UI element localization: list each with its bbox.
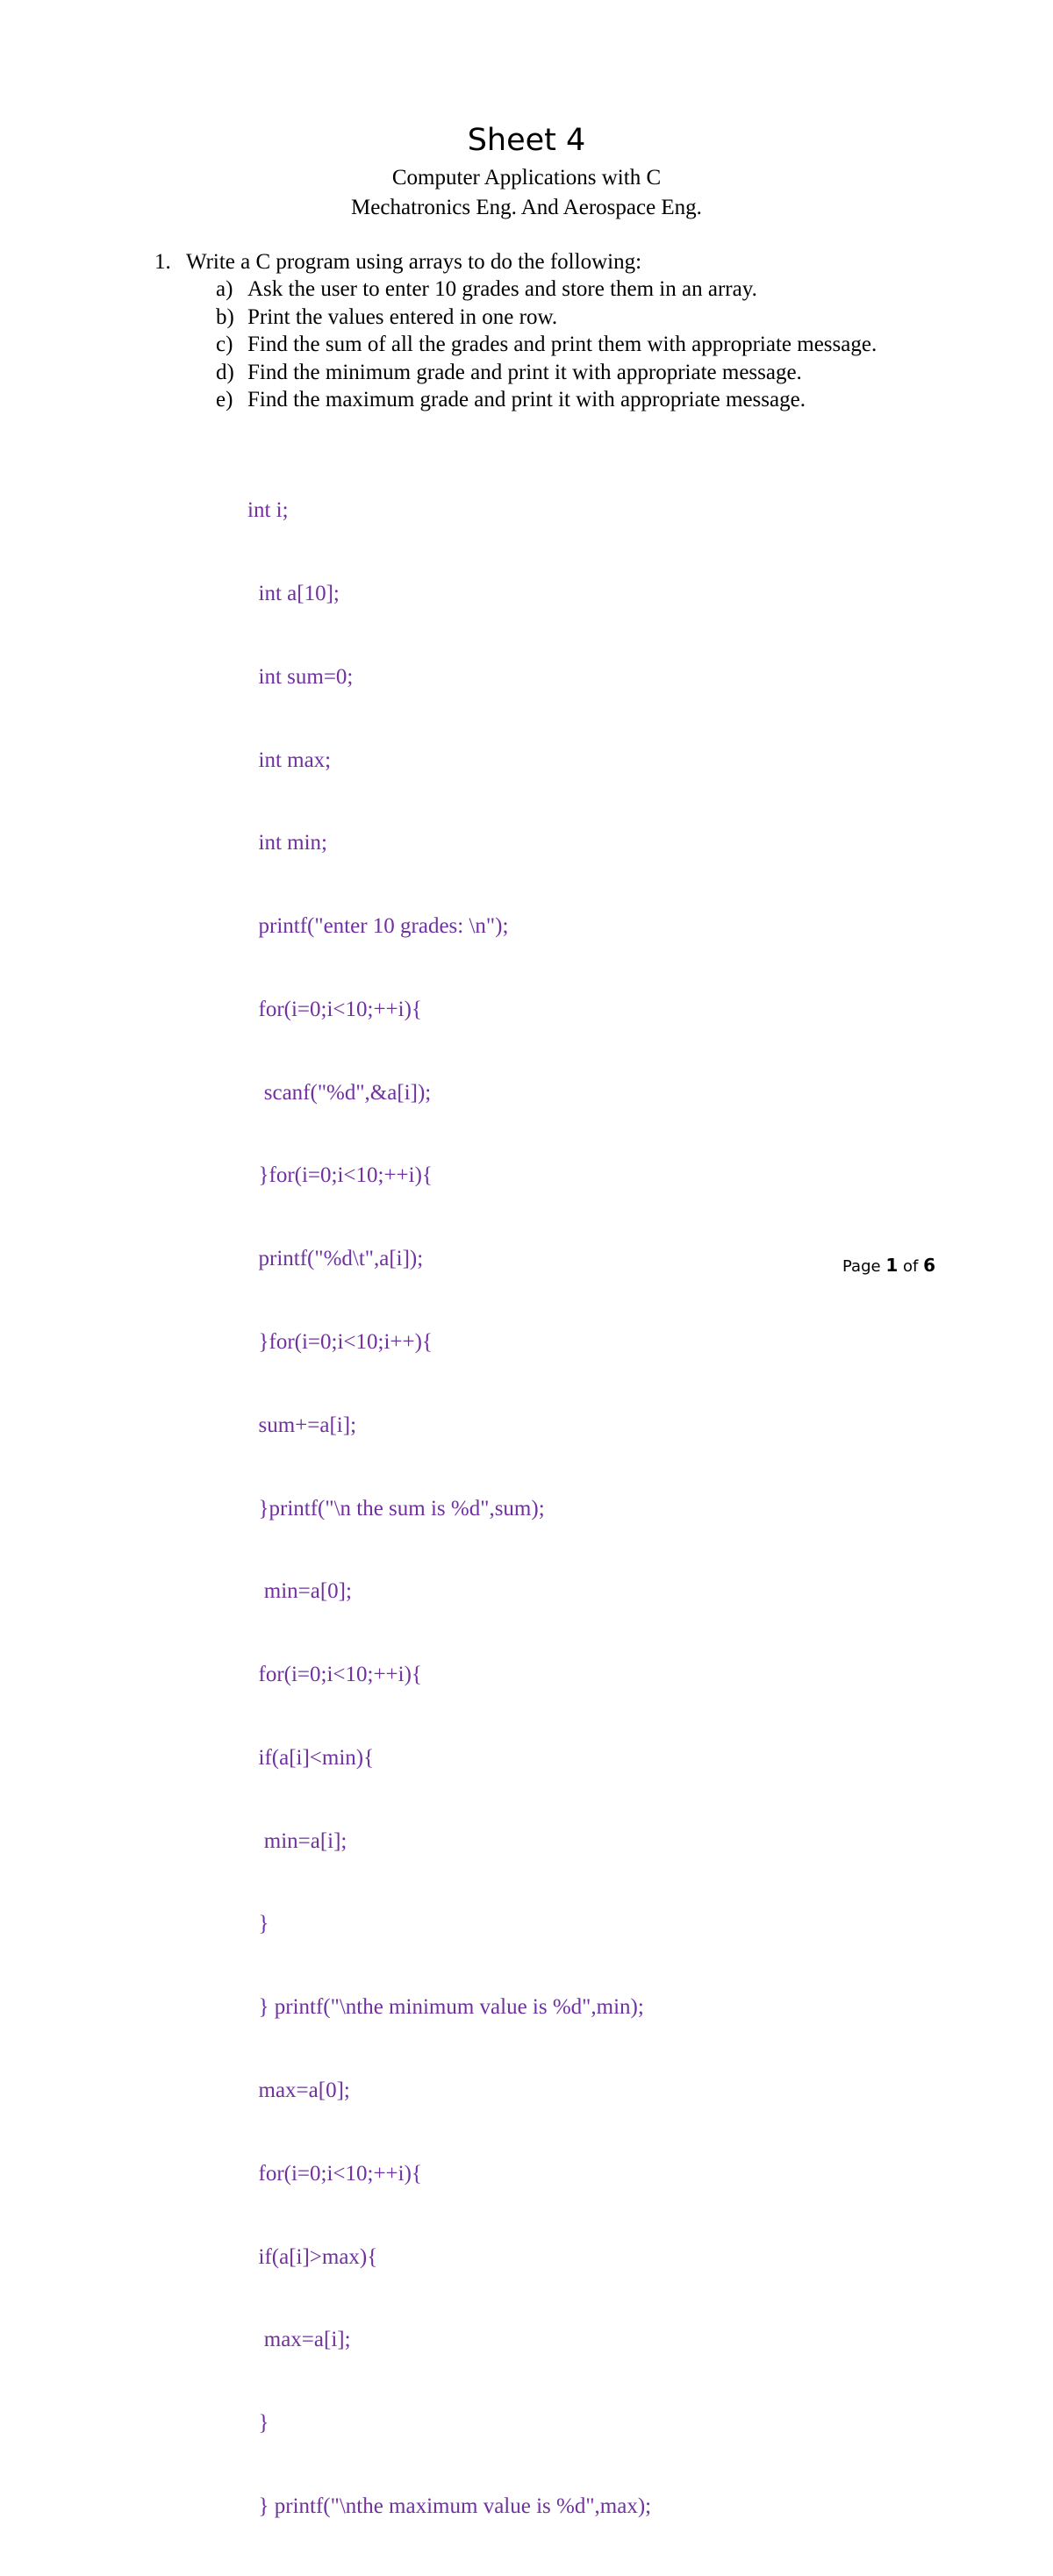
page-word: Page — [842, 1257, 881, 1276]
part-text: Ask the user to enter 10 grades and store them in an array. — [247, 277, 757, 301]
code-line: int max; — [247, 748, 332, 772]
code-line: sum+=a[i]; — [247, 1413, 357, 1437]
code-line: if(a[i]<min){ — [247, 1745, 375, 1770]
code-block — [247, 441, 651, 2576]
question-part-c — [216, 331, 900, 359]
code-line: int i; — [247, 498, 289, 523]
question-part-a — [216, 275, 900, 304]
code-line: min=a[0]; — [247, 1579, 352, 1604]
part-letter: b) — [216, 304, 234, 329]
page-title: Sheet 4 — [467, 123, 586, 158]
of-word: of — [902, 1257, 919, 1276]
code-line: for(i=0;i<10;++i){ — [247, 1663, 422, 1687]
code-line: printf("%d\t",a[i]); — [247, 1247, 424, 1271]
code-line: } printf("\nthe minimum value is %d",min); — [247, 1995, 644, 2020]
code-line: int sum=0; — [247, 664, 354, 689]
page-number: 1 — [885, 1255, 899, 1276]
question-part-b — [216, 304, 900, 332]
code-line: }for(i=0;i<10;++i){ — [247, 1163, 433, 1188]
part-letter: c) — [216, 333, 233, 356]
code-line: if(a[i]>max){ — [247, 2244, 378, 2269]
code-line: int min; — [247, 831, 327, 855]
part-text: Print the values entered in one row. — [247, 304, 558, 329]
part-text: Find the sum of all the grades and print them with appropriate message. — [247, 333, 878, 356]
part-letter: e) — [216, 388, 233, 411]
code-line: scanf("%d",&a[i]); — [247, 1080, 432, 1105]
code-line: min=a[i]; — [247, 1828, 347, 1853]
part-letter: d) — [216, 360, 234, 384]
total-pages: 6 — [923, 1255, 935, 1276]
code-line: max=a[0]; — [247, 2079, 350, 2103]
code-line: for(i=0;i<10;++i){ — [247, 2161, 422, 2186]
code-line: max=a[i]; — [247, 2328, 351, 2352]
department-line: Mechatronics Eng. And Aerospace Eng. — [351, 196, 702, 219]
question-text: Write a C program using arrays to do the following: — [186, 250, 642, 274]
part-text: Find the minimum grade and print it with appropriate message. — [247, 360, 802, 384]
page-footer — [842, 1253, 935, 1279]
code-line: } — [247, 2411, 269, 2436]
code-line: for(i=0;i<10;++i){ — [247, 997, 422, 1021]
question-number: 1. — [154, 250, 171, 274]
part-letter: a) — [216, 277, 233, 301]
question-part-e — [216, 386, 900, 414]
question-part-d — [216, 359, 900, 387]
part-text: Find the maximum grade and print it with appropriate message. — [247, 388, 806, 411]
code-line: } — [247, 1912, 269, 1936]
question-parts — [216, 275, 900, 414]
code-line: printf("enter 10 grades: \n"); — [247, 914, 509, 939]
code-line: }printf("\n the sum is %d",sum); — [247, 1496, 545, 1521]
code-line: } printf("\nthe maximum value is %d",max); — [247, 2494, 652, 2518]
course-title: Computer Applications with C — [391, 166, 662, 190]
code-line: }for(i=0;i<10;i++){ — [247, 1330, 433, 1354]
code-line: int a[10]; — [247, 581, 340, 605]
